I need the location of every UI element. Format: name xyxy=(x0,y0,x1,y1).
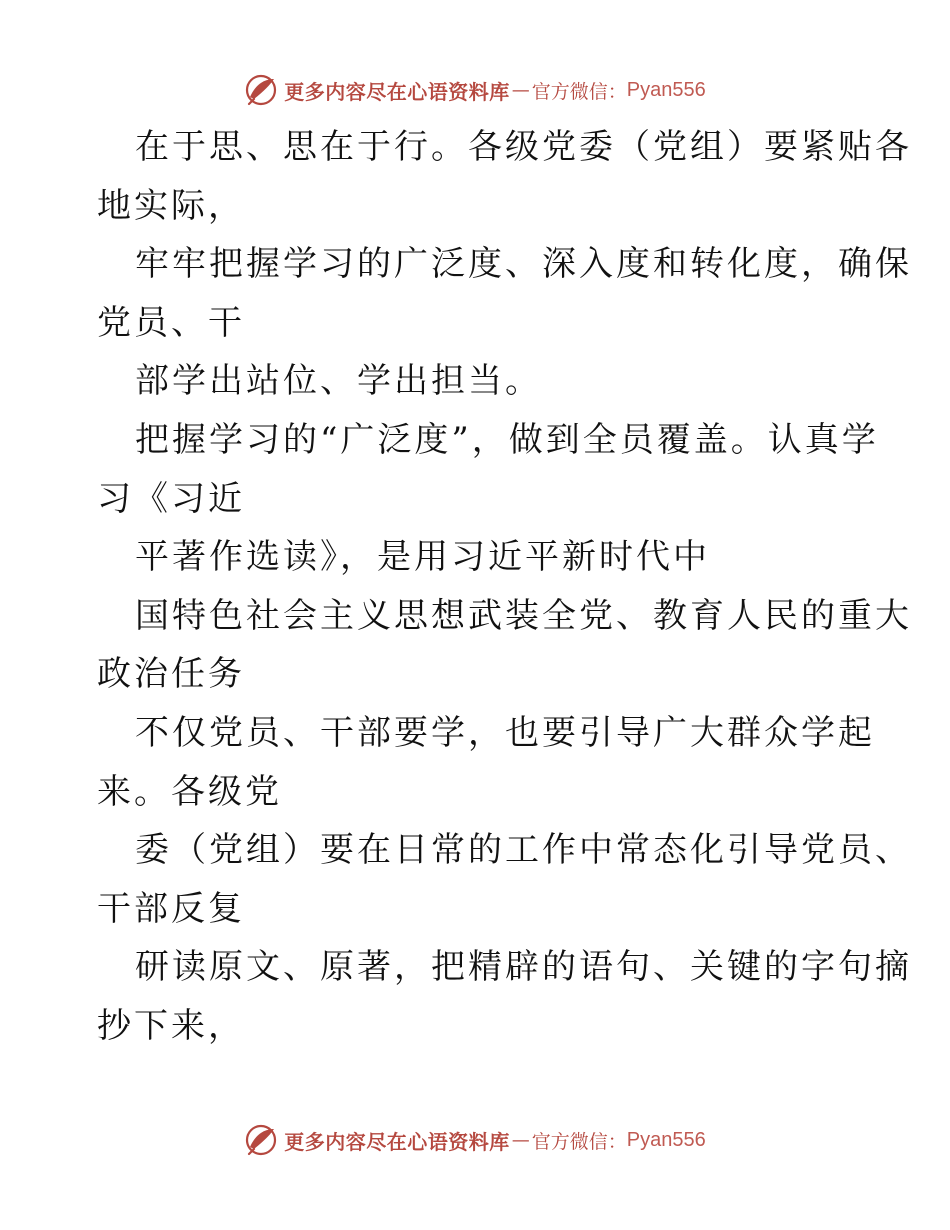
document-body xyxy=(97,118,912,1056)
text-line: 干部反复 xyxy=(97,888,245,929)
footer-wechat-id: Pyan556 xyxy=(626,1128,706,1151)
text-line: 抄下来， xyxy=(97,1005,245,1046)
footer-brand-text: 更多内容尽在心语资料库 xyxy=(284,1129,510,1154)
text-line: 在于思、思在于行。各级党委（党组）要紧贴各 xyxy=(135,127,912,167)
text-line: 政治任务 xyxy=(97,654,245,695)
text-line: 部学出站位、学出担当。 xyxy=(135,361,542,402)
text-line: 不仅党员、干部要学，也要引导广大群众学起 xyxy=(135,712,875,753)
text-line: 国特色社会主义思想武装全党、教育人民的重大 xyxy=(135,595,912,636)
text-line: 来。各级党 xyxy=(97,771,282,812)
text-line: 委（党组）要在日常的工作中常态化引导党员、 xyxy=(135,830,912,871)
header-dash: — xyxy=(511,79,530,101)
text-line: 研读原文、原著，把精辟的语句、关键的字句摘 xyxy=(135,947,912,988)
header-contact-label: 官方微信： xyxy=(531,80,627,103)
pen-logo-icon xyxy=(244,1123,278,1157)
text-line: 把握学习的“广泛度”，做到全员覆盖。认真学 xyxy=(135,419,879,460)
footer-dash: — xyxy=(511,1129,530,1151)
footer-banner xyxy=(0,1120,950,1160)
text-line: 习《习近 xyxy=(97,478,245,519)
header-wechat-id: Pyan556 xyxy=(626,78,706,101)
footer-contact-label: 官方微信： xyxy=(531,1130,627,1153)
pen-logo-icon xyxy=(244,73,278,107)
header-brand-text: 更多内容尽在心语资料库 xyxy=(284,79,510,104)
text-line: 平著作选读》，是用习近平新时代中 xyxy=(135,537,710,578)
text-line: 党员、干 xyxy=(97,302,245,343)
header-banner xyxy=(0,70,950,110)
text-line: 地实际， xyxy=(97,185,245,226)
text-line: 牢牢把握学习的广泛度、深入度和转化度，确保 xyxy=(135,244,912,285)
